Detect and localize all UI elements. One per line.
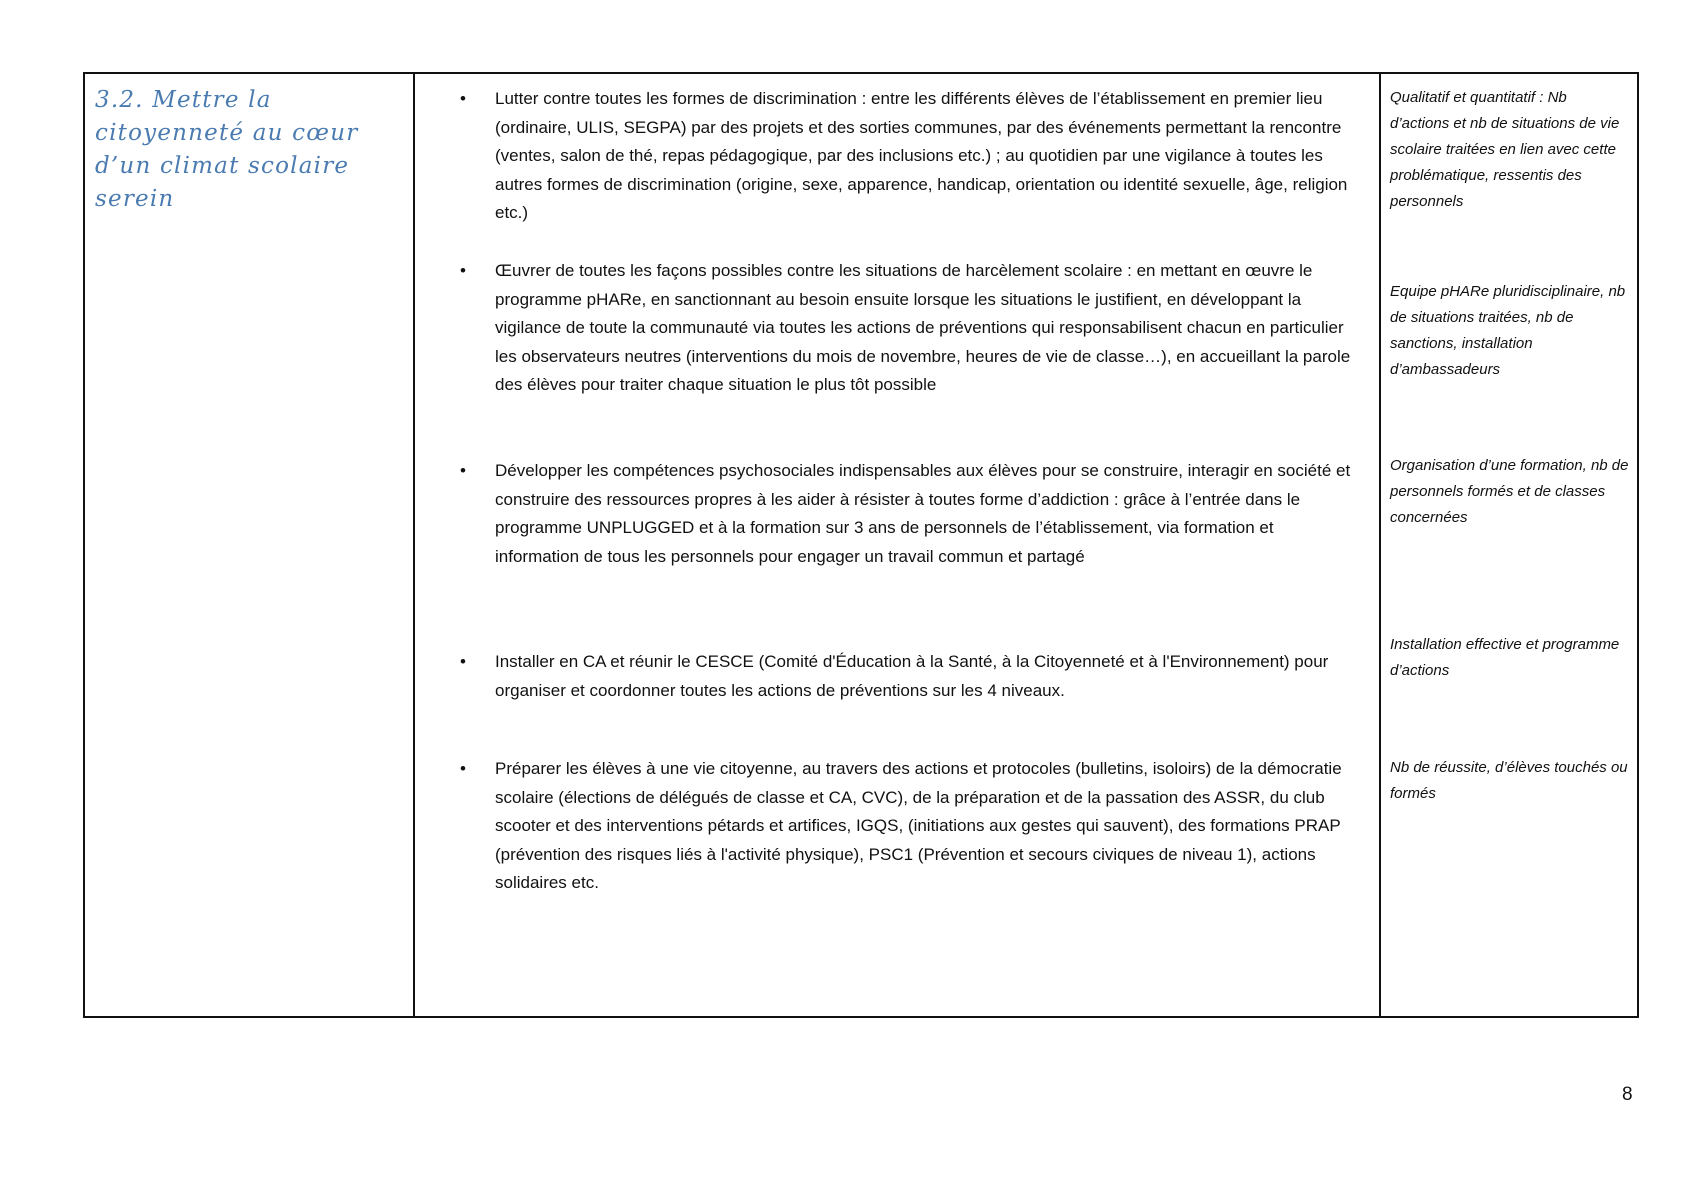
action-text: Installer en CA et réunir le CESCE (Comité d'Éducation à la Santé, à la Citoyenneté et à l'Environnement) pour organiser et coordonner toutes les actions de préventions sur les 4 niveaux.	[495, 652, 1329, 700]
action-item-discrimination	[460, 85, 1351, 228]
action-text: Œuvrer de toutes les façons possibles contre les situations de harcèlement scolaire : en mettant en œuvre le programme pHARe, en sanctionnant au besoin ensuite lorsque les situations le justifient, en développant la vigilance de toute la communauté via toutes les actions de préventions qui responsabilisent chacun en particulier les observateurs neutres (interventions du mois de novembre, heures de vie de classe…), en accueillant la parole des élèves pour traiter chaque situation le plus tôt possible	[495, 261, 1351, 394]
bullet-icon: •	[460, 759, 466, 778]
action-text: Préparer les élèves à une vie citoyenne, au travers des actions et protocoles (bulletins, isoloirs) de la démocratie scolaire (élections de délégués de classe et CA, CVC), de la préparation et de la passation des ASSR, du club scooter et des interventions pétards et artifices, IGQS, (initiations aux gestes qui sauvent), des formations PRAP (prévention des risques liés à l'activité physique), PSC1 (Prévention et secours civiques de niveau 1), actions solidaires etc.	[495, 759, 1342, 892]
action-item-vie-citoyenne	[460, 755, 1351, 898]
bullet-icon: •	[460, 652, 466, 671]
bullet-icon: •	[460, 461, 466, 480]
indicator-item: Equipe pHARe pluridisciplinaire, nb de situations traitées, nb de sanctions, installation d’ambassadeurs	[1390, 283, 1626, 378]
action-item-competences	[460, 457, 1351, 571]
page-number: 8	[1622, 1084, 1633, 1105]
indicator-item: Qualitatif et quantitatif : Nb d’actions et nb de situations de vie scolaire traitées en lien avec cette problématique, ressentis des personnels	[1390, 89, 1620, 210]
indicator-item: Nb de réussite, d’élèves touchés ou formés	[1390, 759, 1628, 802]
action-text: Développer les compétences psychosociales indispensables aux élèves pour se construire, interagir en société et construire des ressources propres à les aider à résister à toutes forme d’addiction : grâce à l’entrée dans le programme UNPLUGGED et à la formation sur 3 ans de personnels de l’établissement, via formation et information de tous les personnels pour engager un travail commun et partagé	[495, 461, 1351, 566]
actions-column	[415, 74, 1381, 1016]
action-item-cesce	[460, 648, 1351, 705]
objective-title: 3.2. Mettre la citoyenneté au cœur d’un climat scolaire serein	[95, 87, 359, 212]
bullet-icon: •	[460, 261, 466, 280]
objectives-table	[83, 72, 1639, 1018]
bullet-icon: •	[460, 89, 466, 108]
indicator-item: Organisation d’une formation, nb de personnels formés et de classes concernées	[1390, 457, 1629, 526]
action-text: Lutter contre toutes les formes de discrimination : entre les différents élèves de l’établissement en premier lieu (ordinaire, ULIS, SEGPA) par des projets et des sorties communes, par des événements permettant la rencontre (ventes, salon de thé, repas pédagogique, par des inclusions etc.) ; au quotidien par une vigilance à toutes les autres formes de discrimination (origine, sexe, apparence, handicap, orientation ou identité sexuelle, âge, religion etc.)	[495, 89, 1348, 222]
objective-column	[85, 74, 415, 1016]
action-item-harcelement	[460, 257, 1351, 400]
indicator-item: Installation effective et programme d’actions	[1390, 636, 1620, 679]
indicators-column	[1381, 74, 1637, 1016]
